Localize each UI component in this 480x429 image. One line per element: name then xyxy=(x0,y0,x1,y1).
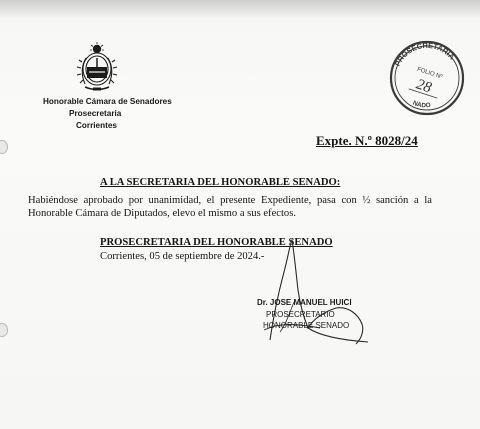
addressee-heading: A LA SECRETARIA DEL HONORABLE SENADO: xyxy=(100,177,341,188)
stamp-folio-number: 28 xyxy=(414,76,434,97)
punch-hole xyxy=(0,140,8,154)
office-name: Prosecretaria xyxy=(69,109,122,118)
stamp-bottom-text: NADO xyxy=(411,99,432,110)
scan-fold-shadow xyxy=(0,0,480,18)
place-and-date: Corrientes, 05 de septiembre de 2024.- xyxy=(100,251,265,262)
stamp-folio-label: FOLIO Nº xyxy=(416,66,443,81)
folio-stamp xyxy=(385,36,467,118)
expediente-number: Expte. N.º 8028/24 xyxy=(316,133,418,148)
provincial-crest-icon xyxy=(73,42,121,94)
issuing-office: PROSECRETARIA DEL HONORABLE SENADO xyxy=(100,237,333,248)
institution-name: Honorable Cámara de Senadores xyxy=(43,97,172,106)
stamp-title: PROSECRETARIA xyxy=(392,40,457,68)
signer-role: PROSECRETARIO xyxy=(266,310,335,319)
signer-body: HONORABLE SENADO xyxy=(263,321,350,330)
province-name: Corrientes xyxy=(76,121,117,130)
svg-text:PROSECRETARIA xyxy=(392,36,459,83)
punch-hole xyxy=(0,323,8,337)
handwritten-signature xyxy=(250,232,390,352)
signer-name: Dr. JOSE MANUEL HUICI xyxy=(257,298,352,307)
body-paragraph: Habiéndose aprobado por unanimidad, el presente Expediente, pasa con ½ sanción a la Honorable Cámara de Diputados, elevo el mismo a sus efectos. xyxy=(28,195,432,219)
